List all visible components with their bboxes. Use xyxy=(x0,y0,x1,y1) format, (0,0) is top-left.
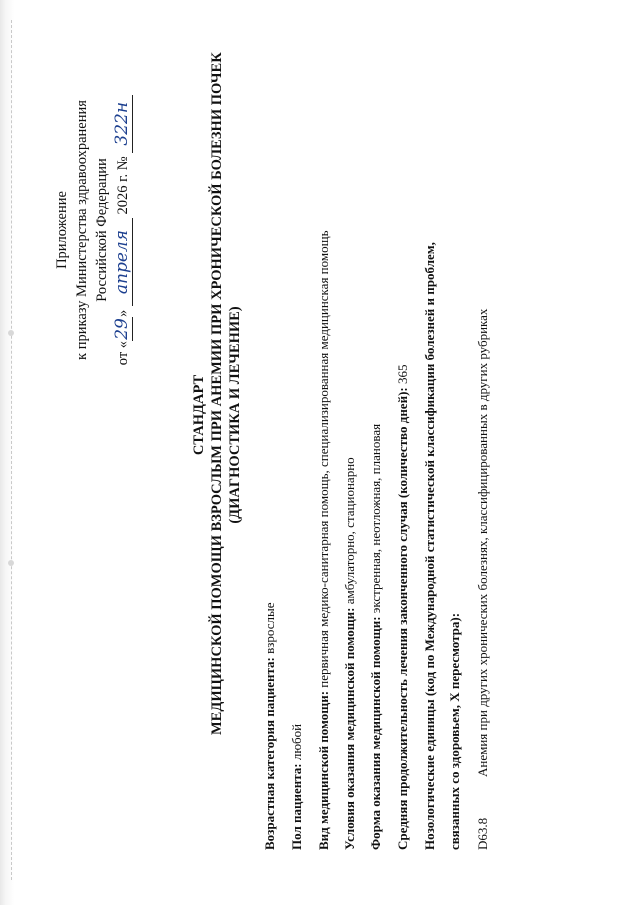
nosology-label: Нозологические единицы (код по Международной статистической классификации болезней и проблем, xyxy=(422,242,437,850)
title-line-3: (ДИАГНОСТИКА И ЛЕЧЕНИЕ) xyxy=(227,306,243,524)
standard-title xyxy=(190,52,244,735)
field-care-form: Форма оказания медицинской помощи: экстренная, неотложная, плановая xyxy=(368,423,383,850)
date-day: 29 xyxy=(112,318,132,340)
title-line-2: МЕДИЦИНСКОЙ ПОМОЩИ ВЗРОСЛЫМ ПРИ АНЕМИИ ПРИ ХРОНИЧЕСКОЙ БОЛЕЗНИ ПОЧЕК xyxy=(209,52,225,735)
field-care-type: Вид медицинской помощи: первичная медико-санитарная помощь, специализированная медицинская помощь xyxy=(316,230,331,850)
date-year: 2026 г. № xyxy=(115,156,131,215)
field-duration: Средняя продолжительность лечения законченного случая (количество дней): 365 xyxy=(395,364,410,850)
icd-description: Анемия при других хронических болезнях, классифицированных в других рубриках xyxy=(475,308,490,777)
icd-code: D63.8 xyxy=(475,817,490,850)
field-age: Возрастная категория пациента: взрослые xyxy=(262,602,277,850)
title-line-1: СТАНДАРТ xyxy=(191,374,207,456)
appendix-order-line: к приказу Министерства здравоохранения xyxy=(74,100,90,360)
appendix-block xyxy=(52,40,133,420)
appendix-title: Приложение xyxy=(54,191,70,269)
field-care-conditions: Условия оказания медицинской помощи: амбулаторно, стационарно xyxy=(342,457,357,850)
order-number: 322н xyxy=(112,95,133,153)
date-quote: » xyxy=(115,309,131,317)
nosology-label-cont: связанных со здоровьем, X пересмотра): xyxy=(447,612,462,850)
appendix-date-line xyxy=(112,40,133,420)
date-prefix: от « xyxy=(115,340,131,366)
date-month: апреля xyxy=(112,218,133,306)
field-sex: Пол пациента: любой xyxy=(289,723,304,850)
appendix-country-line: Российской Федерации xyxy=(94,158,110,302)
